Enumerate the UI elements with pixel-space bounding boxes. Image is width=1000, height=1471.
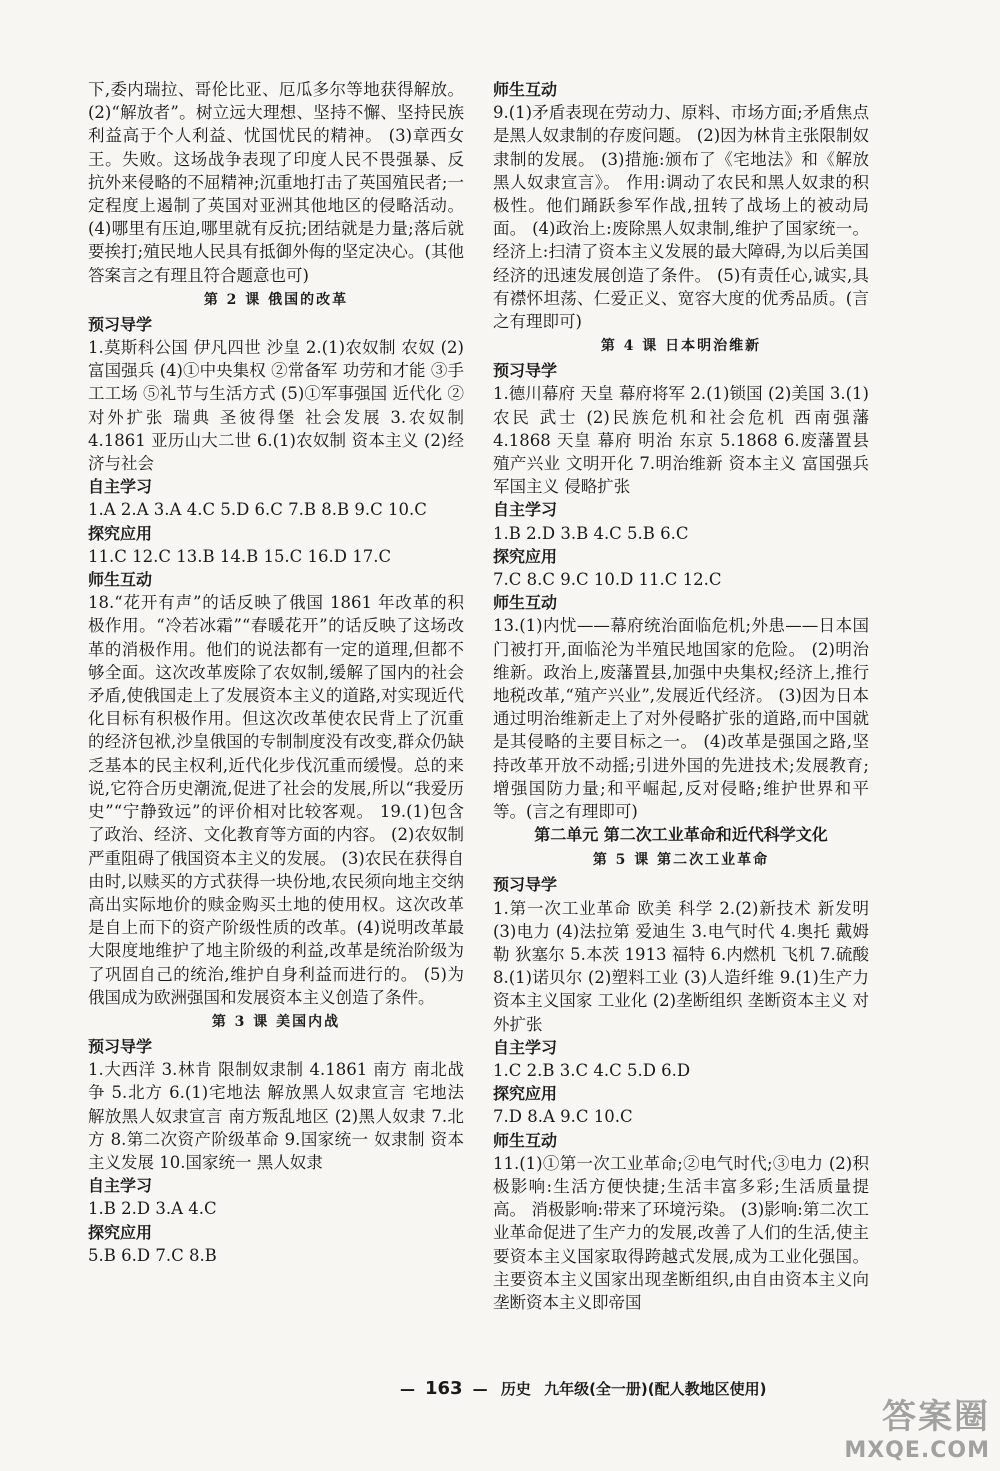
answer-paragraph: 1.C 2.B 3.C 4.C 5.D 6.D: [493, 1060, 691, 1080]
section-heading: 探究应用: [88, 523, 153, 543]
lesson-title: 第 2 课 俄国的改革: [203, 291, 349, 308]
lesson-title: 第 5 课 第二次工业革命: [592, 852, 770, 869]
section-heading: 自主学习: [88, 1176, 153, 1196]
section-heading: 探究应用: [88, 1222, 153, 1242]
answer-paragraph: 1.B 2.D 3.B 4.C 5.B 6.C: [493, 523, 689, 543]
footer-dash-right: —: [472, 1380, 488, 1398]
answer-paragraph: 7.D 8.A 9.C 10.C: [493, 1107, 633, 1127]
answer-paragraph: 1.B 2.D 3.A 4.C: [88, 1199, 217, 1219]
answer-paragraph: 下,委内瑞拉、哥伦比亚、厄瓜多尔等地获得解放。(2)“解放者”。树立远大理想、坚持不懈、坚持民族利益高于个人利益、忧国忧民的精神。 (3)章西女王。失败。这场战争表现了印度人民不畏强暴、反抗外来侵略的不屈精神;沉重地打击了英国殖民者;一定程度上遏制了英国对亚洲其他地区的侵略活动。 (4)哪里有压迫,哪里就有反抗;团结就是力量;落后就要挨打;殖民地人民具有抵御外侮的坚定决心。(其他答案言之有理且符合题意也可): [88, 80, 464, 285]
footer-subject: 历史: [500, 1380, 531, 1398]
page-footer: [400, 1378, 840, 1399]
answer-paragraph: 7.C 8.C 9.C 10.D 11.C 12.C: [493, 570, 722, 590]
watermark-text: 答案圈: [882, 1397, 990, 1437]
section-heading: 预习导学: [493, 875, 558, 895]
section-heading: 探究应用: [493, 1084, 558, 1104]
answer-paragraph: 9.(1)矛盾表现在劳动力、原料、市场方面;矛盾焦点是黑人奴隶制的存废问题。 (2)因为林肯主张限制奴隶制的发展。 (3)措施:颁布了《宅地法》和《解放黑人奴隶宣言》。 作用:调动了农民和黑人奴隶的积极性。他们踊跃参军作战,扭转了战场上的被动局面。 (4)政治上:废除黑人奴隶制,维护了国家统一。经济上:扫清了资本主义发展的最大障碍,为以后美国经济的迅速发展创造了条件。 (5)有责任心,诚实,具有襟怀坦荡、仁爱正义、宽容大度的优秀品质。(言之有理即可): [493, 103, 869, 332]
section-heading: 自主学习: [88, 477, 153, 497]
answer-paragraph: 11.C 12.C 13.B 14.B 15.C 16.D 17.C: [88, 546, 392, 566]
section-heading: 自主学习: [493, 1037, 558, 1057]
answer-paragraph: 1.德川幕府 天皇 幕府将军 2.(1)锁国 (2)美国 3.(1)农民 武士 (2)民族危机和社会危机 西南强藩 4.1868 天皇 幕府 明治 东京 5.1868 6.废藩置县 殖产兴业 文明开化 7.明治维新 资本主义 富国强兵 军国主义 侵略扩张: [493, 384, 869, 497]
section-heading: 师生互动: [88, 570, 153, 590]
right-column: [493, 78, 869, 1314]
section-heading: 师生互动: [493, 80, 558, 99]
lesson-title: 第 4 课 日本明治维新: [600, 338, 762, 355]
unit-title: 第二单元 第二次工业革命和近代科学文化: [534, 825, 828, 845]
section-heading: 探究应用: [493, 546, 558, 566]
footer-dash-left: —: [400, 1380, 415, 1398]
answer-paragraph: 1.第一次工业革命 欧美 科学 2.(2)新技术 新发明 (3)电力 (4)法拉第 爱迪生 3.电气时代 4.奥托 戴姆勒 狄塞尔 5.本茨 1913 福特 6.内燃机 飞机 7.硫酸 8.(1)诺贝尔 (2)塑料工业 (3)人造纤维 9.(1)生产力 资本主义国家 工业化 (2)垄断组织 垄断资本主义 对外扩张: [493, 898, 869, 1034]
answer-paragraph: 1.A 2.A 3.A 4.C 5.D 6.C 7.B 8.B 9.C 10.C: [88, 500, 427, 520]
answer-paragraph: 5.B 6.D 7.C 8.B: [88, 1245, 217, 1265]
watermark-url: MXQE.COM: [844, 1438, 990, 1463]
lesson-title: 第 3 课 美国内战: [211, 1013, 341, 1030]
answer-paragraph: 1.莫斯科公国 伊凡四世 沙皇 2.(1)农奴制 农奴 (2)富国强兵 (4)①中央集权 ②常备军 功劳和才能 ③手工工场 ⑤礼节与生活方式 (5)①军事强国 近代化 ②对外扩张 瑞典 圣彼得堡 社会发展 3.农奴制 4.1861 亚历山大二世 6.(1)农奴制 资本主义 (2)经济与社会: [88, 338, 464, 474]
section-heading: 预习导学: [88, 1036, 153, 1056]
answer-paragraph: 18.“花开有声”的话反映了俄国 1861 年改革的积极作用。“冷若冰霜”“春暖花开”的话反映了这场改革的消极作用。他们的说法都有一定的道理,但都不够全面。这次改革废除了农奴制,缓解了国内的社会矛盾,使俄国走上了发展资本主义的道路,对实现近代化目标有积极作用。但这次改革使农民背上了沉重的经济包袱,沙皇俄国的专制制度没有改变,群众仍缺乏基本的民主权利,近代化步伐沉重而缓慢。总的来说,它符合历史潮流,促进了社会的发展,所以“我爱历史”“宁静致远”的评价相对比较客观。 19.(1)包含了政治、经济、文化教育等方面的内容。 (2)农奴制严重阻碍了俄国资本主义的发展。 (3)农民在获得自由时,以赎买的方式获得一块份地,农民须向地主交纳高出实际地价的赎金购买土地的使用权。这次改革是自上而下的资产阶级性质的改革。(4)说明改革最大限度地维护了地主阶级的利益,改革是统治阶级为了巩固自己的统治,维护自身利益而进行的。 (5)为俄国成为欧洲强国和发展资本主义创造了条件。: [88, 593, 464, 1007]
section-heading: 师生互动: [493, 1130, 558, 1150]
answer-paragraph: 11.(1)①第一次工业革命;②电气时代;③电力 (2)积极影响:生活方便快捷;生活丰富多彩;生活质量提高。 消极影响:带来了环境污染。 (3)影响:第二次工业革命促进了生产力的发展,改善了人们的生活,使主要资本主义国家取得跨越式发展,成为工业化强国。 主要资本主义国家出现垄断组织,由自由资本主义向垄断资本主义即帝国: [493, 1153, 869, 1312]
footer-grade: 九年级(全一册)(配人教地区使用): [544, 1380, 767, 1398]
left-column: [88, 78, 464, 1267]
section-heading: 预习导学: [493, 361, 558, 381]
answer-paragraph: 1.大西洋 3.林肯 限制奴隶制 4.1861 南方 南北战争 5.北方 6.(1)宅地法 解放黑人奴隶宣言 宅地法 解放黑人奴隶宣言 南方叛乱地区 (2)黑人奴隶 7.北方 8.第二次资产阶级革命 9.国家统一 奴隶制 资本主义发展 10.国家统一 黑人奴隶: [88, 1060, 464, 1172]
watermark-logo: [790, 1389, 990, 1463]
page-number: 163: [425, 1378, 463, 1399]
section-heading: 预习导学: [88, 314, 153, 334]
section-heading: 自主学习: [493, 500, 558, 520]
section-heading: 师生互动: [493, 593, 558, 613]
answer-paragraph: 13.(1)内忧——幕府统治面临危机;外患——日本国门被打开,面临沦为半殖民地国家的危险。 (2)明治维新。政治上,废藩置县,加强中央集权;经济上,推行地税改革,“殖产兴业”,发展近代经济。 (3)因为日本通过明治维新走上了对外侵略扩张的道路,而中国就是其侵略的主要目标之一。 (4)改革是强国之路,坚持改革开放不动摇;引进外国的先进技术;发展教育;增强国防力量;和平崛起,反对侵略;维护世界和平等。(言之有理即可): [493, 616, 869, 822]
